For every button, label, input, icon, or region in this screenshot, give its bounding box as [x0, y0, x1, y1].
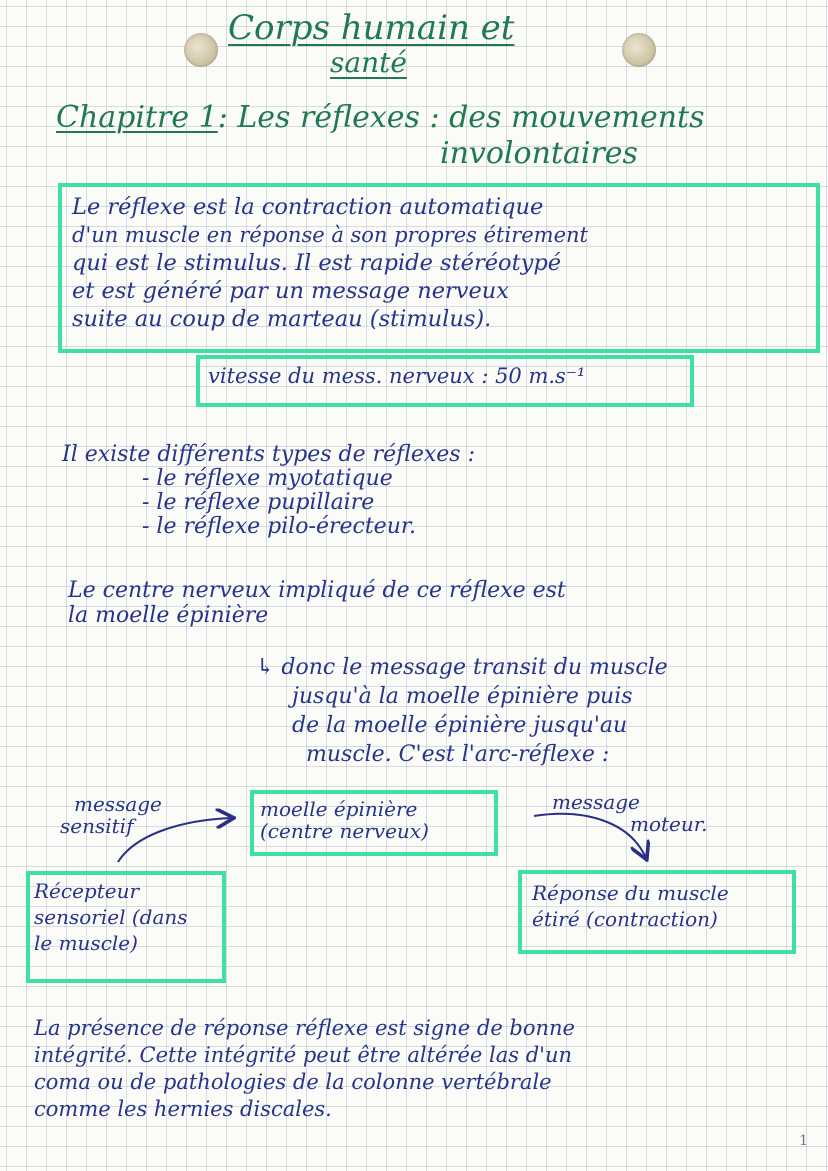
response-line: Réponse du muscle	[532, 881, 729, 905]
motor-label-line: message	[552, 790, 640, 814]
chapter-title-line2: involontaires	[440, 136, 638, 171]
reflex-types-intro: Il existe différents types de réflexes :	[62, 442, 475, 467]
definition-line: d'un muscle en réponse à son propres étirement	[72, 223, 588, 247]
transit-line: muscle. C'est l'arc-réflexe :	[306, 742, 610, 767]
centre-line: la moelle épinière	[68, 603, 269, 628]
conclusion-line: coma ou de pathologies de la colonne vertébrale	[34, 1070, 552, 1094]
definition-line: et est généré par un message nerveux	[72, 278, 509, 304]
receptor-line: le muscle)	[34, 931, 138, 955]
definition-line: qui est le stimulus. Il est rapide stéréotypé	[72, 250, 562, 276]
chapter-title: : Les réflexes : des mouvements	[217, 100, 705, 135]
reflex-type-item: - le réflexe pupillaire	[142, 490, 375, 515]
receptor-line: Récepteur	[34, 879, 140, 903]
conclusion-line: La présence de réponse réflexe est signe de bonne	[34, 1016, 575, 1040]
spinal-cord-line: moelle épinière	[260, 797, 418, 821]
sensitive-label-line: sensitif	[60, 814, 134, 838]
conclusion-line: intégrité. Cette intégrité peut être altérée las d'un	[34, 1043, 572, 1067]
sensitive-arrow	[118, 818, 232, 862]
conclusion-line: comme les hernies discales.	[34, 1097, 332, 1121]
reflex-type-item: - le réflexe pilo-érecteur.	[142, 514, 416, 539]
transit-line: jusqu'à la moelle épinière puis	[292, 684, 633, 709]
centre-line: Le centre nerveux impliqué de ce réflexe est	[68, 578, 566, 603]
chapter-number: Chapitre 1	[56, 100, 218, 135]
conclusion-text	[34, 1015, 816, 1123]
definition-line: suite au coup de marteau (stimulus).	[72, 306, 492, 332]
spinal-cord-line: (centre nerveux)	[260, 819, 429, 843]
response-line: étiré (contraction)	[532, 907, 718, 931]
definition-line: Le réflexe est la contraction automatique	[72, 194, 544, 220]
transit-line: de la moelle épinière jusqu'au	[292, 713, 628, 738]
page-title-line2: santé	[330, 46, 407, 79]
page-title: Corps humain et	[228, 8, 515, 48]
sensitive-label-line: message	[74, 792, 162, 816]
reflex-type-item: - le réflexe myotatique	[142, 466, 393, 491]
motor-arrow	[534, 814, 646, 858]
receptor-line: sensoriel (dans	[34, 905, 188, 929]
motor-label-line: moteur.	[630, 812, 708, 836]
transit-line: ↳ donc le message transit du muscle	[256, 655, 668, 680]
page-number: 1	[799, 1133, 808, 1149]
speed-text: vitesse du mess. nerveux : 50 m.s⁻¹	[208, 364, 586, 388]
